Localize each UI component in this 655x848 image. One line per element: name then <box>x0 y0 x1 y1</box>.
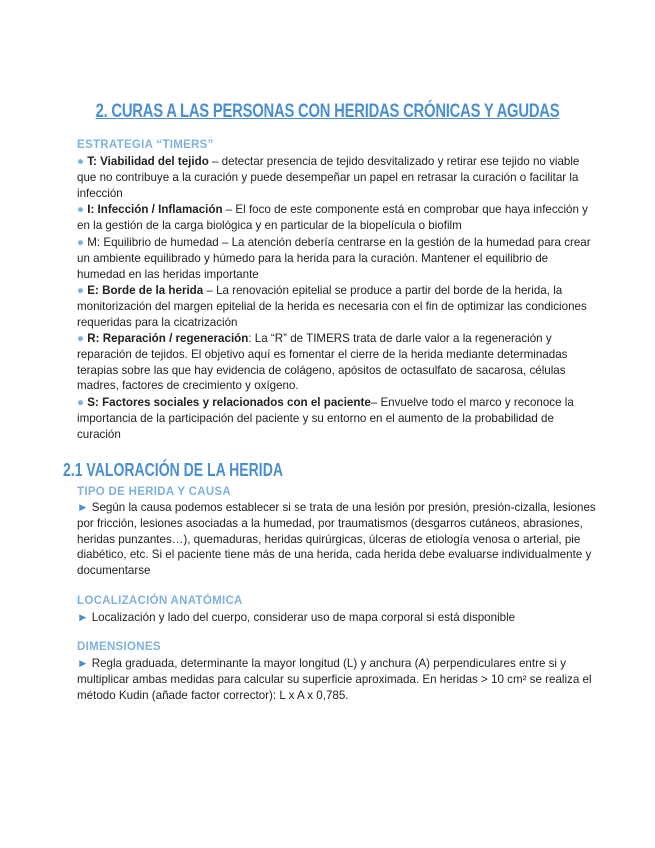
item-text: – Envuelve todo el marco y reconoce la importancia de la participación del paciente y su entorno en el aumento de la probabilidad de curación <box>77 396 574 441</box>
item-label: R: Reparación / regeneración <box>87 332 249 345</box>
subsection-text: Según la causa podemos establecer si se trata de una lesión por presión, presión-cizalla, lesiones por fricción, lesiones asociadas a la humedad, por traumatismos (desgarros cutáneos, abrasiones, heridas punzantes…), quemaduras, heridas quirúrgicas, úlceras de etiología venosa o arterial, pie diabético, etc. Si el paciente tiene más de una herida, cada herida debe evaluarse individualmente y documentarse <box>77 501 596 578</box>
subsection-text: Localización y lado del cuerpo, considerar uso de mapa corporal si está disponible <box>88 611 516 624</box>
subsection-heading-localizacion: LOCALIZACIÓN ANATÓMICA <box>77 595 243 607</box>
subsection-text-tipo <box>77 500 597 579</box>
item-text: – La renovación epitelial se produce a partir del borde de la herida, la monitorización del margen epitelial de la herida es necesaria con el fin de optimizar las condiciones requeridas para la cicatrización <box>77 284 587 329</box>
strategy-item-t <box>77 154 597 201</box>
strategy-item-r <box>77 331 597 394</box>
bullet-icon: ● <box>77 332 85 345</box>
bullet-icon: ● <box>77 284 85 297</box>
subsection-text-localizacion <box>77 610 597 626</box>
bullet-icon: ● <box>77 396 85 409</box>
bullet-icon: ● <box>77 203 85 216</box>
subsection-heading-tipo: TIPO DE HERIDA Y CAUSA <box>77 486 231 498</box>
arrow-icon: ► <box>77 501 89 514</box>
item-label: E: Borde de la herida <box>87 284 204 297</box>
strategy-item-s <box>77 395 597 442</box>
item-text: M: Equilibrio de humedad – La atención debería centrarse en la gestión de la humedad para crear un ambiente equilibrado y húmedo para la herida para la curación. Mantener el equilibrio de humedad en las heridas importante <box>77 236 591 281</box>
bullet-icon: ● <box>77 236 85 249</box>
item-label: S: Factores sociales y relacionados con el paciente <box>87 396 371 409</box>
subsection-heading-dimensiones: DIMENSIONES <box>77 641 161 653</box>
strategy-item-m <box>77 235 597 282</box>
subsection-text: Regla graduada, determinante la mayor longitud (L) y anchura (A) perpendiculares entre si y multiplicar ambas medidas para calcular su superficie aproximada. En heridas > 10 cm² se realiza el método Kudin (añade factor corrector): L x A x 0,785. <box>77 657 592 702</box>
item-label: T: Viabilidad del tejido <box>87 155 209 168</box>
arrow-icon: ► <box>77 611 89 624</box>
item-text: – detectar presencia de tejido desvitalizado y retirar ese tejido no viable que no contribuye a la curación y puede desempeñar un papel en retrasar la curación o facilitar la infección <box>77 155 580 200</box>
strategy-item-e <box>77 283 597 330</box>
strategy-item-i <box>77 202 597 234</box>
page-title: 2. CURAS A LAS PERSONAS CON HERIDAS CRÓNICAS Y AGUDAS <box>95 101 560 122</box>
item-text: – El foco de este componente está en comprobar que haya infección y en la gestión de la carga biológica y en particular de la biopelícula o biofilm <box>77 203 588 232</box>
bullet-icon: ● <box>77 155 85 168</box>
section-title: 2.1 VALORACIÓN DE LA HERIDA <box>63 460 283 480</box>
strategy-heading: ESTRATEGIA “TIMERS” <box>77 139 214 151</box>
arrow-icon: ► <box>77 657 89 670</box>
subsection-text-dimensiones <box>77 656 597 703</box>
item-label: I: Infección / Inflamación <box>87 203 223 216</box>
item-text: : La “R” de TIMERS trata de darle valor a la regeneración y reparación de tejidos. El objetivo aquí es fomentar el cierre de la herida mediante determinadas terapias sobre las que hay evidencia de colágeno, apósitos de octasulfato de sacarosa, células madres, factores de crecimiento y oxígeno. <box>77 332 568 393</box>
